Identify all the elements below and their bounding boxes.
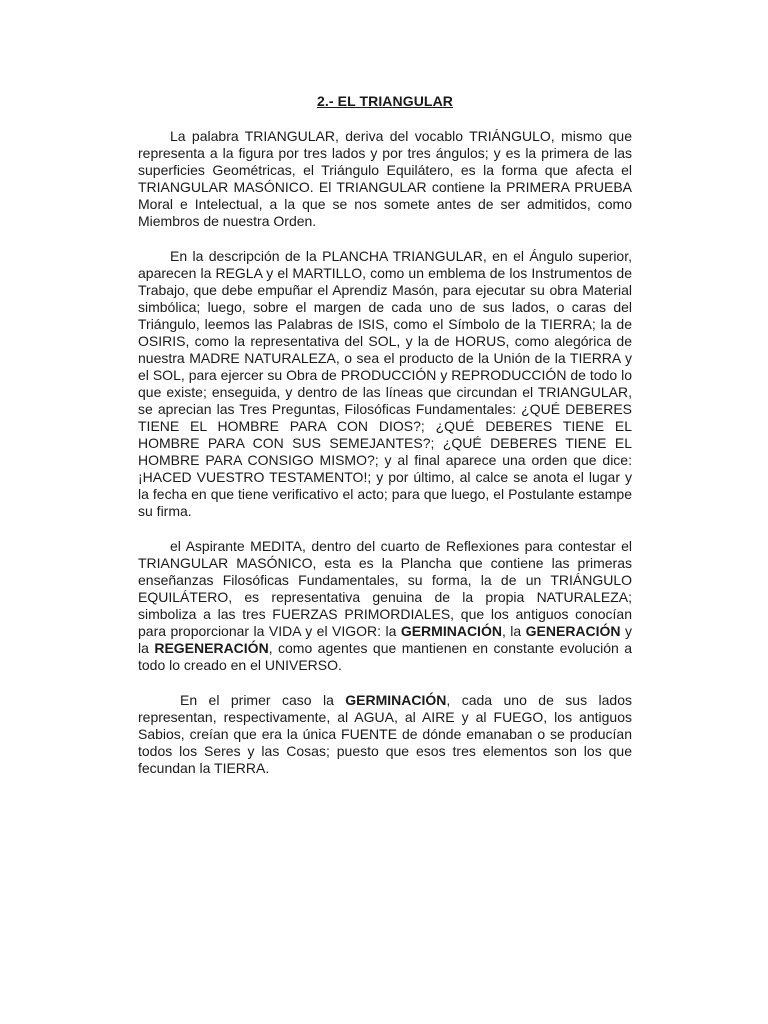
paragraph-aspirante-medita [138,538,632,674]
paragraph-text-segment: el Aspirante MEDITA, dentro del cuarto de Reflexiones para contestar el TRIANGULAR MASÓNICO, esta es la Plancha que contiene las primeras enseñanzas Filosóficas Fundamentales, su forma, la de un TRIÁNGULO EQUILÁTERO, es representativa genuina de la propia NATURALEZA; simboliza a las tres FUERZAS PRIMORDIALES, que los antiguos conocían para proporcionar la VIDA y el VIGOR: la [138,538,632,639]
emphasis-germinacion: GERMINACIÓN [400,623,502,639]
paragraph-text-segment: , la [501,623,526,639]
paragraph-germinacion-elements [138,692,632,777]
document-body [138,92,632,777]
emphasis-generacion: GENERACIÓN [525,623,621,639]
emphasis-germinacion: GERMINACIÓN [345,692,447,708]
paragraph-text-segment: , como agentes que mantienen en constante evolución a todo lo creado en el UNIVERSO. [138,640,632,673]
paragraph-triangular-definition: La palabra TRIANGULAR, deriva del vocablo TRIÁNGULO, mismo que representa a la figura por tres lados y por tres ángulos; y es la primera de las superficies Geométricas, el Triángulo Equilátero, es la forma que afecta el TRIANGULAR MASÓNICO. El TRIANGULAR contiene la PRIMERA PRUEBA Moral e Intelectual, a la que se nos somete antes de ser admitidos, como Miembros de nuestra Orden. [138,128,632,229]
document-title: 2.- EL TRIANGULAR [317,93,453,109]
paragraph-plancha-description: En la descripción de la PLANCHA TRIANGULAR, en el Ángulo superior, aparecen la REGLA y el MARTILLO, como un emblema de los Instrumentos de Trabajo, que debe empuñar el Aprendiz Masón, para ejecutar su obra Material simbólica; luego, sobre el margen de cada uno de sus lados, o caras del Triángulo, leemos las Palabras de ISIS, como el Símbolo de la TIERRA; la de OSIRIS, como la representativa del SOL, y la de HORUS, como alegórica de nuestra MADRE NATURALEZA, o sea el producto de la Unión de la TIERRA y el SOL, para ejercer su Obra de PRODUCCIÓN y REPRODUCCIÓN de todo lo que existe; enseguida, y dentro de las líneas que circundan el TRIANGULAR, se aprecian las Tres Preguntas, Filosóficas Fundamentales: ¿QUÉ DEBERES TIENE EL HOMBRE PARA CON DIOS?; ¿QUÉ DEBERES TIENE EL HOMBRE PARA CON SUS SEMEJANTES?; ¿QUÉ DEBERES TIENE EL HOMBRE PARA CONSIGO MISMO?; y al final aparece una orden que dice: ¡HACED VUESTRO TESTAMENTO!; y por último, al calce se anota el lugar y la fecha en que tiene verificativo el acto; para que luego, el Postulante estampe su firma. [138,248,632,519]
paragraph-text-segment: En el primer caso la [180,692,346,708]
paragraph-text-segment: , cada uno de sus lados representan, respectivamente, al AGUA, al AIRE y al FUEGO, los antiguos Sabios, creían que era la única FUENTE de dónde emanaban o se producían todos los Seres y las Cosas; puesto que esos tres elementos son los que fecundan la TIERRA. [138,692,632,776]
emphasis-regeneracion: REGENERACIÓN [154,640,269,656]
paragraph-text-segment: y la [138,623,632,656]
